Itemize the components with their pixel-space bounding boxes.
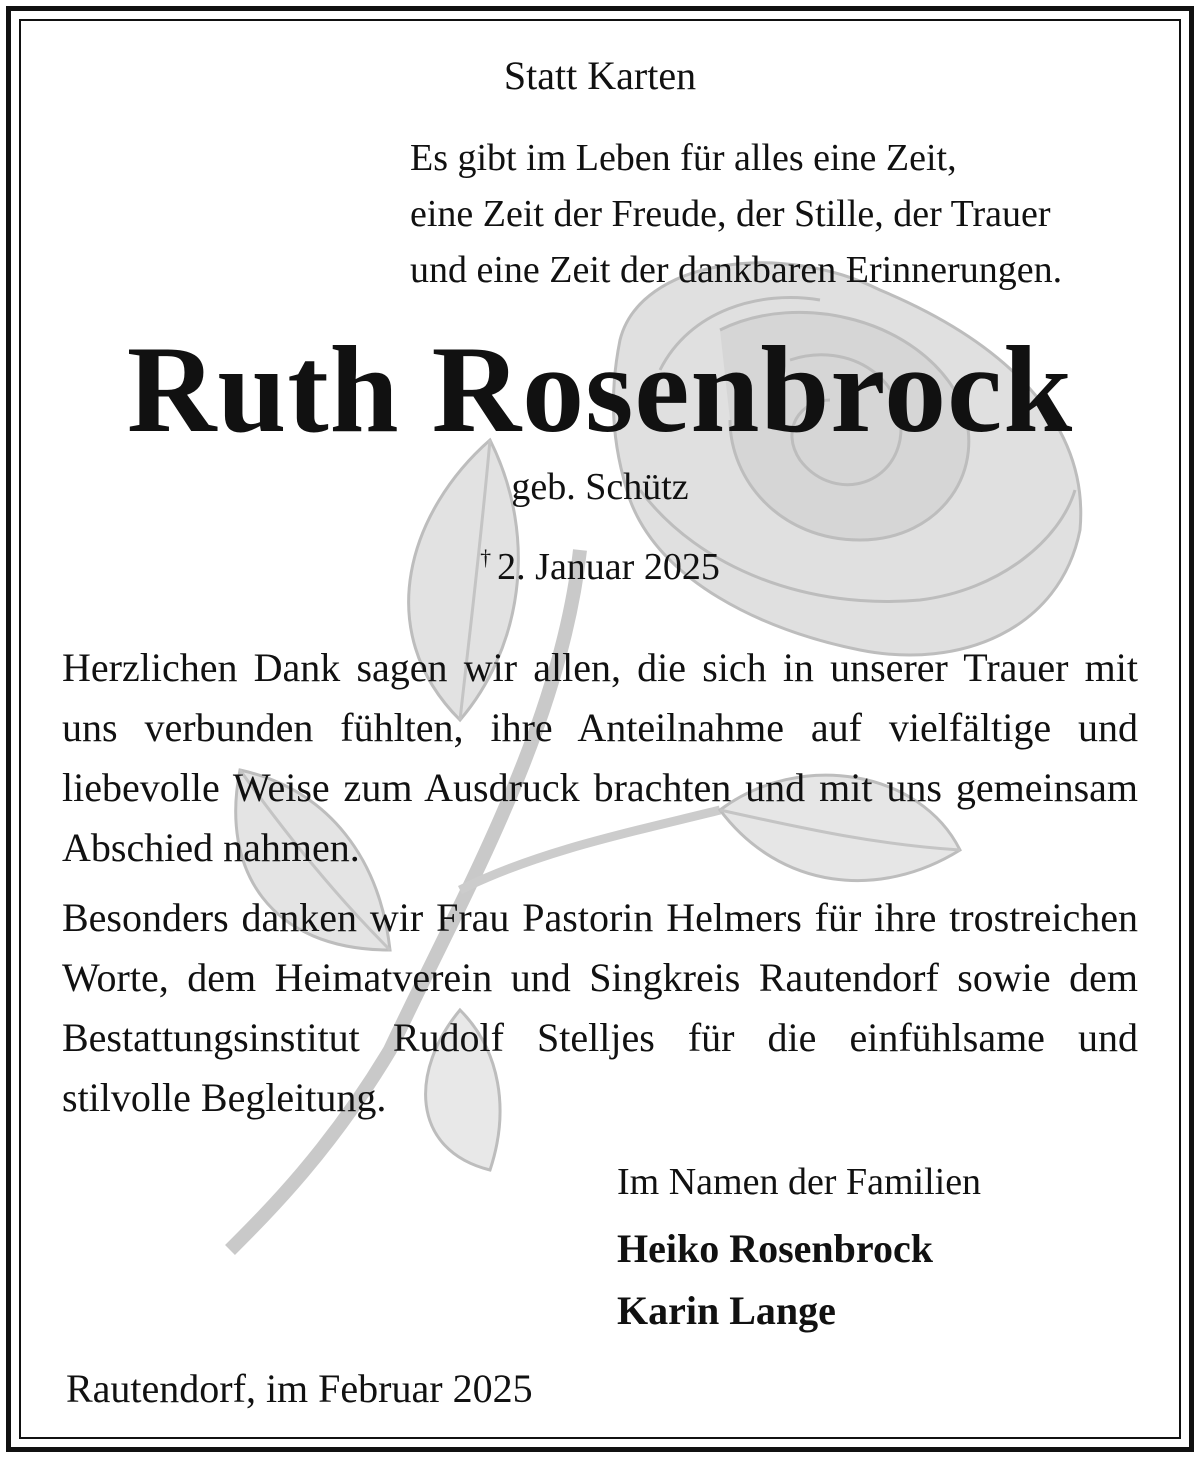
signature-name: Karin Lange bbox=[617, 1288, 836, 1333]
statt-karten-label: Statt Karten bbox=[503, 53, 697, 98]
thanks-paragraph: Herzlichen Dank sagen wir allen, die sich in unserer Trauer mit uns verbunden fühlten, ihre Anteilnahme auf vielfältige und liebevolle Weise zum Ausdruck brachten und mit uns gemeinsam Abschied nahmen. bbox=[62, 645, 1138, 870]
place-date: Rautendorf, im Februar 2025 bbox=[66, 1366, 533, 1411]
signature-intro: Im Namen der Familien bbox=[617, 1161, 982, 1203]
verse-line: und eine Zeit der dankbaren Erinnerungen. bbox=[410, 249, 1063, 291]
verse-line: Es gibt im Leben für alles eine Zeit, bbox=[410, 137, 957, 179]
verse-block bbox=[410, 130, 1062, 298]
signature-name: Heiko Rosenbrock bbox=[617, 1226, 933, 1271]
verse-line: eine Zeit der Freude, der Stille, der Trauer bbox=[410, 193, 1051, 235]
death-date-line bbox=[0, 545, 1200, 589]
special-thanks-paragraph: Besonders danken wir Frau Pastorin Helmers für ihre trostreichen Worte, dem Heimatverein und Singkreis Rautendorf sowie dem Bestattungsinstitut Rudolf Stelljes für die einfühlsame und stilvolle Begleitung. bbox=[62, 895, 1138, 1120]
deceased-name: Ruth Rosenbrock bbox=[126, 321, 1074, 458]
birth-name: geb. Schütz bbox=[511, 466, 689, 508]
death-date: 2. Januar 2025 bbox=[497, 546, 720, 588]
cross-icon: † bbox=[480, 545, 492, 571]
